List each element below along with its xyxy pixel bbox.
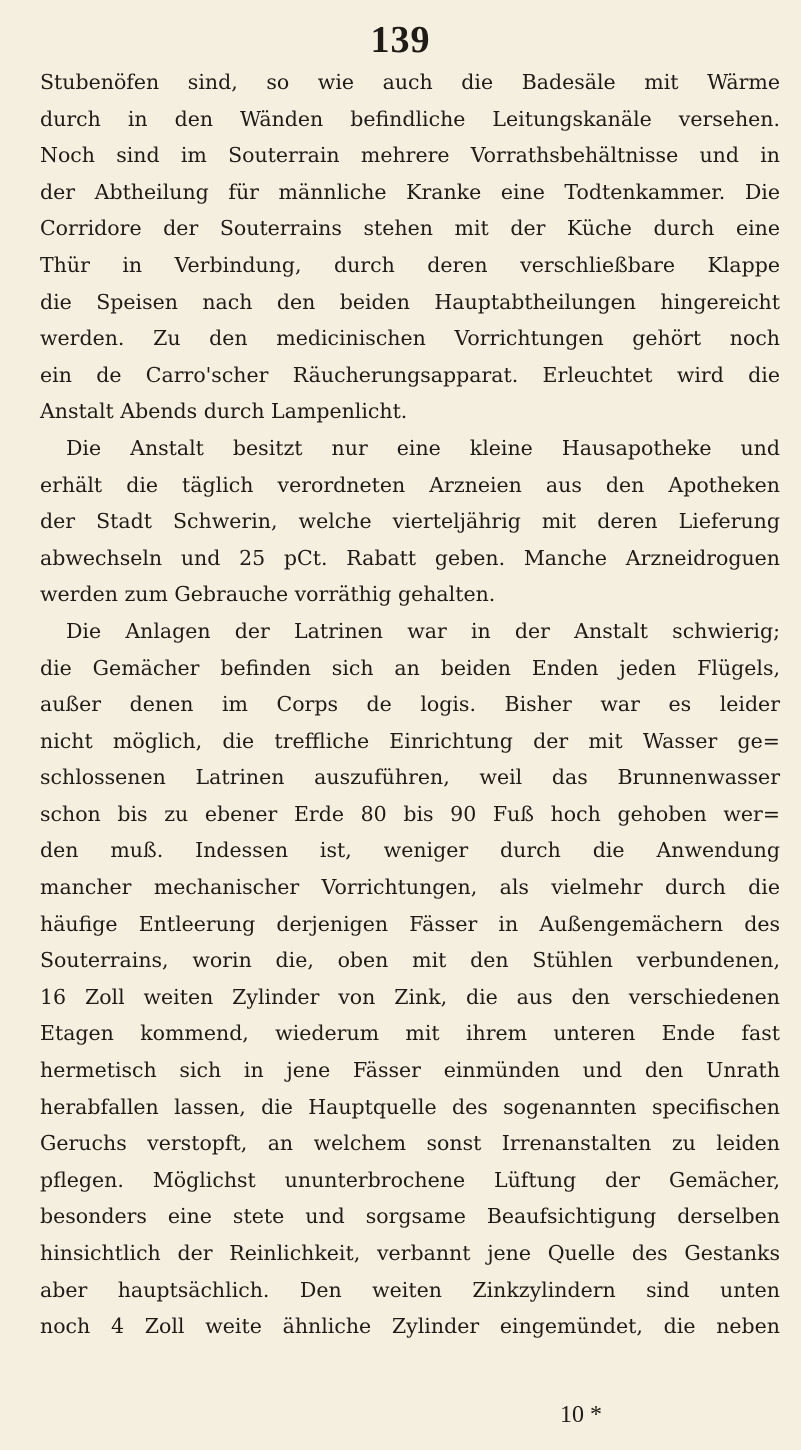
text-line: den muß. Indessen ist, weniger durch die Anwendung <box>40 838 780 863</box>
text-line: aber hauptsächlich. Den weiten Zinkzylindern sind unten <box>40 1277 780 1302</box>
text-line: werden zum Gebrauche vorräthig gehalten. <box>40 582 496 607</box>
text-line: die Gemächer befinden sich an beiden Enden jeden Flügels, <box>40 655 780 680</box>
text-line: Stubenöfen sind, so wie auch die Badesäle mit Wärme <box>40 70 780 94</box>
text-line: 16 Zoll weiten Zylinder von Zink, die aus den verschiedenen <box>40 984 780 1009</box>
text-line: werden. Zu den medicinischen Vorrichtungen gehört noch <box>40 326 780 351</box>
text-line: außer denen im Corps de logis. Bisher war es leider <box>40 692 780 717</box>
text-line: mancher mechanischer Vorrichtungen, als vielmehr durch die <box>40 875 780 900</box>
text-line: der Abtheilung für männliche Kranke eine Todtenkammer. Die <box>40 179 780 204</box>
text-line: Die Anlagen der Latrinen war in der Anstalt schwierig; <box>66 618 780 643</box>
text-line: hermetisch sich in jene Fässer einmünden und den Unrath <box>40 1058 780 1083</box>
text-line: Die Anstalt besitzt nur eine kleine Hausapotheke und <box>66 435 780 460</box>
text-line: noch 4 Zoll weite ähnliche Zylinder eingemündet, die neben <box>40 1314 780 1339</box>
signature-mark: 10 * <box>560 1402 602 1428</box>
text-line: durch in den Wänden befindliche Leitungskanäle versehen. <box>40 106 780 131</box>
page-number: 139 <box>370 19 431 61</box>
text-line: besonders eine stete und sorgsame Beaufsichtigung derselben <box>40 1204 780 1229</box>
text-line: erhält die täglich verordneten Arzneien aus den Apotheken <box>40 472 780 497</box>
body-text <box>40 64 780 1345</box>
text-line: der Stadt Schwerin, welche vierteljährig mit deren Lieferung <box>40 509 780 534</box>
text-line: ein de Carro'scher Räucherungsapparat. Erleuchtet wird die <box>40 362 780 387</box>
text-line: Souterrains, worin die, oben mit den Stühlen verbundenen, <box>40 948 780 973</box>
text-line: schlossenen Latrinen auszuführen, weil das Brunnenwasser <box>40 765 780 790</box>
text-line: herabfallen lassen, die Hauptquelle des sogenannten specifischen <box>40 1094 780 1119</box>
text-line: Etagen kommend, wiederum mit ihrem unteren Ende fast <box>40 1021 780 1046</box>
text-line: häufige Entleerung derjenigen Fässer in Außengemächern des <box>40 911 780 936</box>
text-line: die Speisen nach den beiden Hauptabtheilungen hingereicht <box>40 289 780 314</box>
text-line: Corridore der Souterrains stehen mit der Küche durch eine <box>40 216 780 241</box>
text-line: Anstalt Abends durch Lampenlicht. <box>40 399 408 424</box>
text-line: Noch sind im Souterrain mehrere Vorrathsbehältnisse und in <box>40 143 780 168</box>
text-line: Geruchs verstopft, an welchem sonst Irrenanstalten zu leiden <box>40 1131 780 1156</box>
text-line: pflegen. Möglichst ununterbrochene Lüftung der Gemächer, <box>40 1167 780 1192</box>
text-line: Thür in Verbindung, durch deren verschließbare Klappe <box>40 252 780 277</box>
text-line: schon bis zu ebener Erde 80 bis 90 Fuß hoch gehoben wer= <box>40 801 780 826</box>
text-line: nicht möglich, die treffliche Einrichtung der mit Wasser ge= <box>40 728 780 753</box>
text-line: hinsichtlich der Reinlichkeit, verbannt jene Quelle des Gestanks <box>40 1241 780 1265</box>
text-line: abwechseln und 25 pCt. Rabatt geben. Manche Arzneidroguen <box>40 545 780 570</box>
